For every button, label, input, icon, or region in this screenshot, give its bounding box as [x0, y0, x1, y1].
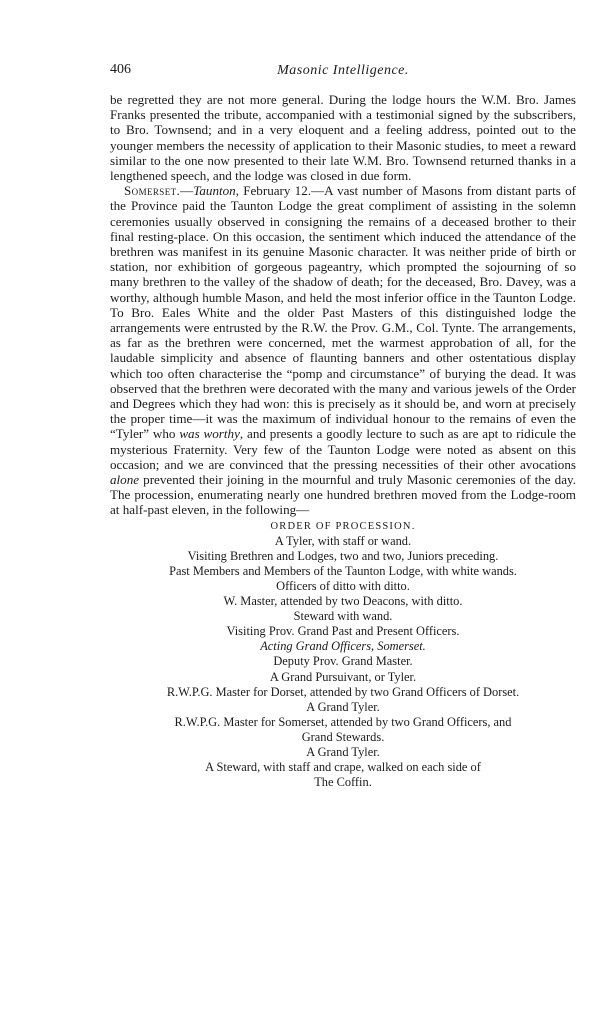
- procession-line: A Grand Pursuivant, or Tyler.: [269, 669, 417, 684]
- procession-line: A Grand Tyler.: [306, 699, 380, 714]
- procession-heading: ORDER OF PROCESSION.: [270, 520, 416, 532]
- paragraph-text-c: prevented their joining in the mournful and truly Masonic ceremonies of the day. The procession, enumerating nearly one hundred brethren moved from the Lodge-room at half-past eleven, in the following—: [110, 472, 576, 518]
- place-name: Taunton: [193, 183, 236, 199]
- procession-line: Deputy Prov. Grand Master.: [273, 654, 413, 669]
- paragraph-somerset-taunton: [110, 183, 576, 517]
- running-title: Masonic Intelligence.: [277, 63, 409, 78]
- procession-line: W. Master, attended by two Deacons, with ditto.: [223, 594, 463, 609]
- page: [110, 62, 576, 790]
- order-of-procession: [110, 519, 576, 791]
- page-number: 406: [110, 62, 131, 77]
- procession-line: Steward with wand.: [293, 609, 393, 624]
- emphasis-was-worthy: was worthy: [179, 426, 240, 442]
- procession-line: Grand Stewards.: [301, 729, 385, 744]
- paragraph-text-b: , and presents a goodly lecture to such as are apt to ridicule the mysterious Fraternity. Very few of the Taunton Lodge were noted as absent on this occasion; and we are convinced that the pressing necessities of their other avocations: [110, 426, 576, 472]
- procession-line: Acting Grand Officers, Somerset.: [260, 639, 426, 654]
- procession-line: Visiting Prov. Grand Past and Present Officers.: [226, 624, 460, 639]
- paragraph-townsend-tribute: be regretted they are not more general. During the lodge hours the W.M. Bro. James Franks presented the tribute, accompanied with a testimonial signed by the subscribers, to Bro. Townsend; and in a very eloquent and a feeling address, pointed out to the younger members the necessity of application to their Masonic studies, to meet a reward similar to the one now presented to their late W.M. Bro. Townsend returned thanks in a lengthened speech, and the lodge was closed in due form.: [110, 92, 576, 184]
- procession-line: A Grand Tyler.: [306, 745, 380, 759]
- county-heading: Somerset.: [124, 183, 181, 199]
- emphasis-alone: alone: [110, 472, 140, 488]
- procession-line: Officers of ditto with ditto.: [276, 578, 410, 593]
- paragraph-text-a: , February 12.—A vast number of Masons from distant parts of the Province paid the Taunton Lodge the great compliment of assisting in the solemn ceremonies usually observed in consigning the remains of a deceased brother to their final resting-place. On this occasion, the sentiment which induced the attendance of the brethren was manifest in its genuine Masonic character. It was neither pride of birth or station, nor exhibition of gorgeous pageantry, which prompted the sojourning of so many brethren to the valley of the shadow of death; for the deceased, Bro. Davey, was a worthy, although humble Mason, and held the most inferior office in the Taunton Lodge. To Bro. Eales White and the older Past Masters of this distinguished lodge the arrangements were entrusted by the R.W. the Prov. G.M., Col. Tynte. The arrangements, as far as the brethren were concerned, met the warmest approbation of all, for the laudable simplicity and absence of flaunting banners and other ostentatious display which too often characterise the “pomp and circumstance” of burying the dead. It was observed that the brethren were decorated with the many and various jewels of the Order and Degrees which they had won: this is precisely as it should be, and worn at precisely the proper time—it was the maximum of individual honour to the remains of even the “Tyler” who: [110, 183, 576, 442]
- procession-line: Past Members and Members of the Taunton Lodge, with white wands.: [169, 563, 517, 578]
- heading-dash: —: [180, 183, 194, 199]
- procession-line: A Tyler, with staff or wand.: [274, 533, 412, 548]
- procession-line: R.W.P.G. Master for Somerset, attended by two Grand Officers, and: [174, 714, 512, 729]
- procession-line: The Coffin.: [314, 775, 372, 790]
- procession-line: Visiting Brethren and Lodges, two and two, Juniors preceding.: [187, 548, 499, 563]
- procession-line: A Steward, with staff and crape, walked on each side of: [205, 760, 481, 775]
- page-header: [110, 62, 576, 84]
- procession-line: R.W.P.G. Master for Dorset, attended by two Grand Officers of Dorset.: [166, 684, 520, 699]
